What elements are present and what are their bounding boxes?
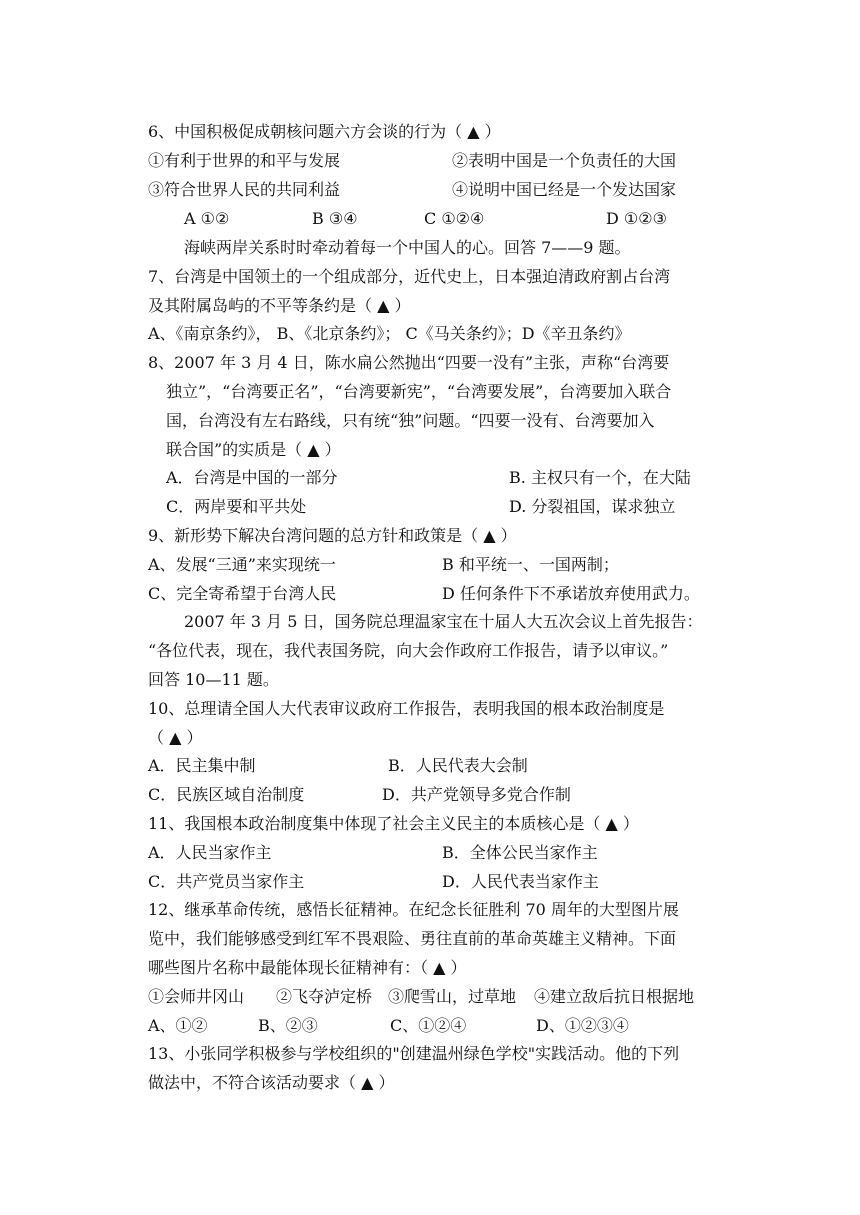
q6-option-3: ③符合世界人民的共同利益 bbox=[148, 180, 341, 199]
q11-choice-b: B．全体公民当家作主 bbox=[442, 843, 598, 862]
q9-choice-b: B 和平统一、一国两制； bbox=[442, 555, 619, 574]
q10-choice-b: B．人民代表大会制 bbox=[388, 756, 528, 775]
q8-stem-line-2: 独立”，“台湾要正名”，“台湾要新宪”，“台湾要发展”，台湾要加入联合 bbox=[166, 382, 672, 401]
q9-choice-a: A、发展“三通”来实现统一 bbox=[148, 555, 336, 574]
q9-choice-d: D 任何条件下不承诺放弃使用武力。 bbox=[442, 584, 700, 603]
q11-stem: 11、我国根本政治制度集中体现了社会主义民主的本质核心是（ ▲ ） bbox=[148, 814, 639, 833]
q8-stem-line-4: 联合国”的实质是（ ▲ ） bbox=[166, 440, 341, 459]
q8-stem-line-3: 国，台湾没有左右路线，只有统“独”问题。“四要一没有、台湾要加入 bbox=[166, 411, 655, 430]
q10-stem-line-1: 10、总理请全国人大代表审议政府工作报告，表明我国的根本政治制度是 bbox=[148, 699, 665, 718]
q11-choice-a: A．人民当家作主 bbox=[148, 843, 272, 862]
q6-choice-d: D ①②③ bbox=[606, 209, 667, 228]
q8-choice-d: D. 分裂祖国，谋求独立 bbox=[509, 497, 676, 516]
q7-stem-line-1: 7、台湾是中国领土的一个组成部分，近代史上，日本强迫清政府割占台湾 bbox=[148, 267, 671, 286]
q12-choice-a: A、①② bbox=[148, 1016, 208, 1035]
q8-choice-a: A．台湾是中国的一部分 bbox=[166, 468, 338, 487]
q7-choices: A、《南京条约》， B、《北京条约》； C《马关条约》；D《辛丑条约》 bbox=[148, 324, 631, 343]
q6-stem: 6、中国积极促成朝核问题六方会谈的行为（ ▲ ） bbox=[148, 122, 501, 141]
q8-choice-c: C．两岸要和平共处 bbox=[166, 497, 307, 516]
q13-stem-line-1: 13、小张同学积极参与学校组织的"创建温州绿色学校"实践活动。他的下列 bbox=[148, 1044, 680, 1063]
q6-choice-a: A ①② bbox=[184, 209, 230, 228]
q12-choice-b: B、②③ bbox=[258, 1016, 318, 1035]
section-7-9-intro: 海峡两岸关系时时牵动着每一个中国人的心。回答 7——9 题。 bbox=[184, 238, 631, 257]
q12-option-3: ③爬雪山，过草地 bbox=[388, 987, 517, 1006]
q8-choice-b: B. 主权只有一个，在大陆 bbox=[509, 468, 691, 487]
q12-stem-line-1: 12、继承革命传统，感悟长征精神。在纪念长征胜利 70 周年的大型图片展 bbox=[148, 900, 679, 919]
q9-choice-c: C、完全寄希望于台湾人民 bbox=[148, 584, 337, 603]
q12-option-4: ④建立敌后抗日根据地 bbox=[534, 987, 695, 1006]
q12-stem-line-3: 哪些图片名称中最能体现长征精神有：（ ▲ ） bbox=[148, 958, 467, 977]
q6-option-1: ①有利于世界的和平与发展 bbox=[148, 151, 341, 170]
q10-stem-line-2: （ ▲ ） bbox=[148, 728, 203, 747]
section-10-11-intro-line-2: “各位代表，现在，我代表国务院，向大会作政府工作报告，请予以审议。” bbox=[148, 641, 669, 660]
q12-option-1: ①会师井冈山 bbox=[148, 987, 245, 1006]
q6-option-2: ②表明中国是一个负责任的大国 bbox=[452, 151, 677, 170]
q13-stem-line-2: 做法中，不符合该活动要求（ ▲ ） bbox=[148, 1073, 395, 1092]
q11-choice-d: D．人民代表当家作主 bbox=[442, 872, 599, 891]
q12-choice-d: D、①②③④ bbox=[536, 1016, 629, 1035]
q6-choice-b: B ③④ bbox=[312, 209, 358, 228]
q12-option-2: ②飞夺泸定桥 bbox=[276, 987, 373, 1006]
q6-option-4: ④说明中国已经是一个发达国家 bbox=[452, 180, 677, 199]
q7-stem-line-2: 及其附属岛屿的不平等条约是（ ▲ ） bbox=[148, 296, 411, 315]
q8-stem-line-1: 8、2007 年 3 月 4 日，陈水扁公然抛出“四要一没有”主张，声称“台湾要 bbox=[148, 353, 670, 372]
q12-stem-line-2: 览中，我们能够感受到红军不畏艰险、勇往直前的革命英雄主义精神。下面 bbox=[148, 929, 677, 948]
q12-choice-c: C、①②④ bbox=[390, 1016, 467, 1035]
q10-choice-a: A．民主集中制 bbox=[148, 756, 256, 775]
q11-choice-c: C．共产党员当家作主 bbox=[148, 872, 305, 891]
q10-choice-d: D．共产党领导多党合作制 bbox=[382, 785, 571, 804]
section-10-11-intro-line-1: 2007 年 3 月 5 日，国务院总理温家宝在十届人大五次会议上首先报告： bbox=[184, 612, 703, 631]
q9-stem: 9、新形势下解决台湾问题的总方针和政策是（ ▲ ） bbox=[148, 526, 517, 545]
q10-choice-c: C．民族区域自治制度 bbox=[148, 785, 305, 804]
section-10-11-intro-line-3: 回答 10—11 题。 bbox=[148, 670, 279, 689]
q6-choice-c: C ①②④ bbox=[424, 209, 485, 228]
